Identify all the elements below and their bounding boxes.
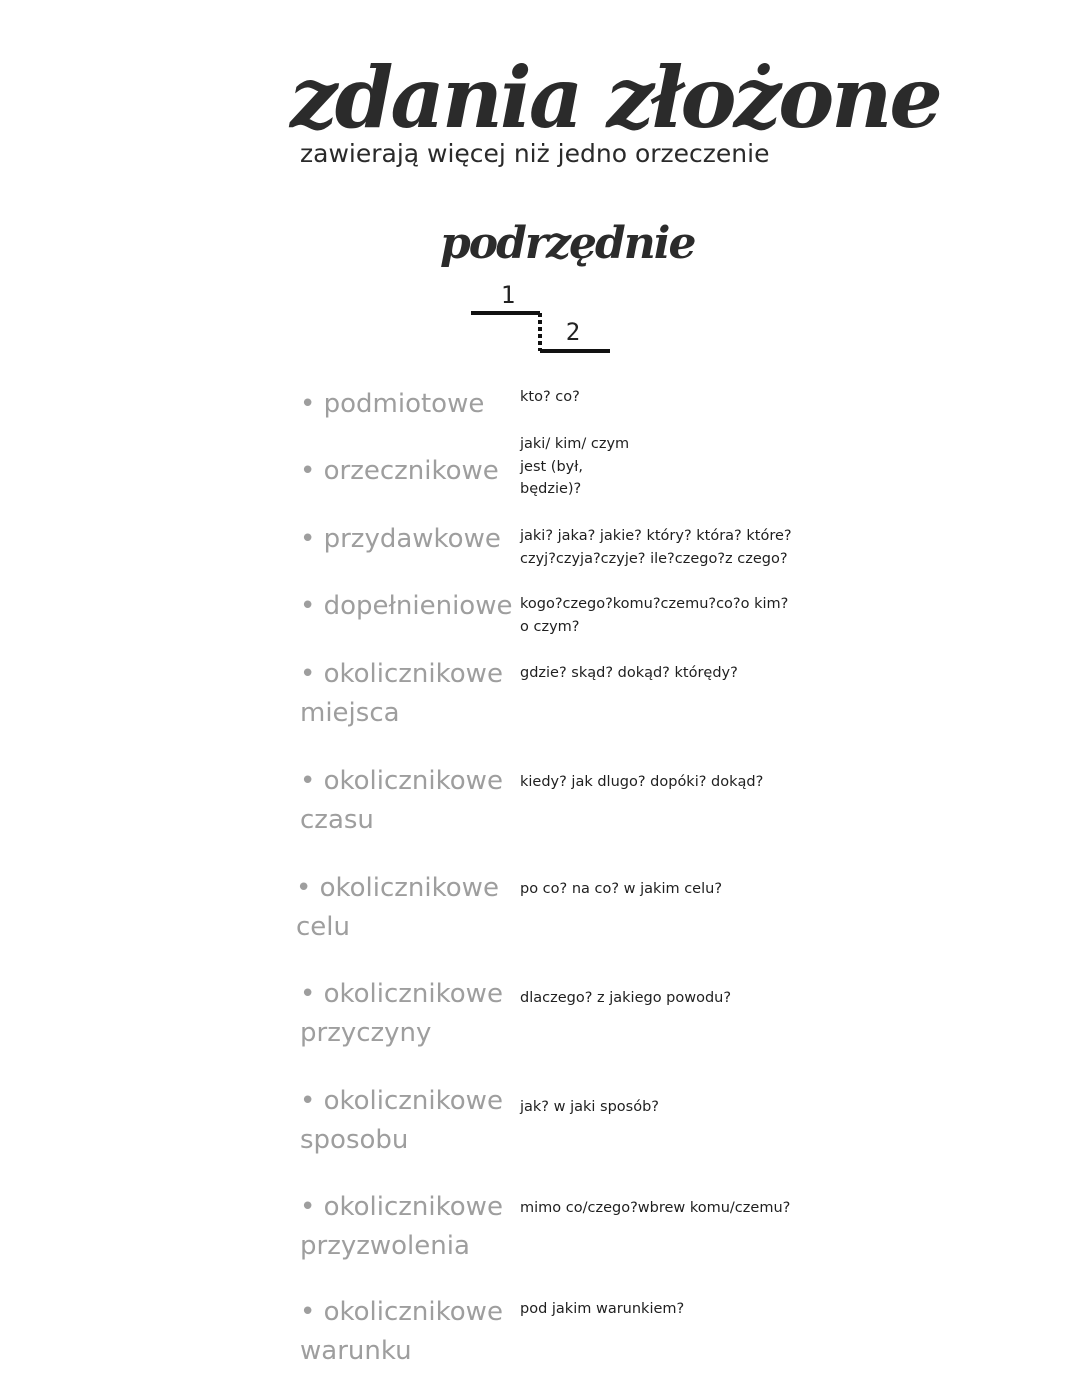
clause-question: mimo co/czego?wbrew komu/czemu? xyxy=(520,1200,791,1216)
clause-question: dlaczego? z jakiego powodu? xyxy=(520,990,732,1006)
clause-type-label: • okolicznikowe przyczyny xyxy=(300,979,503,1048)
clause-type-label: • okolicznikowe sposobu xyxy=(300,1086,503,1155)
clause-question: kiedy? jak dlugo? dopóki? dokąd? xyxy=(520,774,764,790)
clause-question: jaki/ kim/ czym jest (był, będzie)? xyxy=(520,436,630,497)
diagram-label-2: 2 xyxy=(565,318,581,346)
clause-type-label: • okolicznikowe celu xyxy=(296,873,499,942)
diagram-label-1: 1 xyxy=(500,281,516,309)
clause-question: pod jakim warunkiem? xyxy=(520,1301,685,1317)
clause-question: jak? w jaki sposób? xyxy=(520,1099,659,1115)
clause-question: gdzie? skąd? dokąd? którędy? xyxy=(520,665,738,681)
subordination-diagram xyxy=(468,278,618,358)
clause-type-label: • dopełnieniowe xyxy=(300,591,513,621)
clause-type-label: • podmiotowe xyxy=(300,389,485,419)
clause-type-label: • orzecznikowe xyxy=(300,456,499,486)
clause-type-label: • okolicznikowe warunku xyxy=(300,1297,503,1366)
clause-question: jaki? jaka? jakie? który? która? które? czyj?czyja?czyje? ile?czego?z czego? xyxy=(520,528,792,567)
clause-question: kogo?czego?komu?czemu?co?o kim? o czym? xyxy=(520,596,789,635)
clause-question: po co? na co? w jakim celu? xyxy=(520,881,723,897)
clause-type-label: • okolicznikowe przyzwolenia xyxy=(300,1192,503,1261)
clause-type-label: • okolicznikowe czasu xyxy=(300,766,503,835)
page-title: zdania złożone xyxy=(290,48,940,147)
clause-type-label: • okolicznikowe miejsca xyxy=(300,659,503,728)
clause-question: kto? co? xyxy=(520,389,580,405)
page-subtitle: zawierają więcej niż jedno orzeczenie xyxy=(300,139,770,168)
section-title: podrzędnie xyxy=(440,218,695,269)
clause-type-label: • przydawkowe xyxy=(300,524,501,554)
